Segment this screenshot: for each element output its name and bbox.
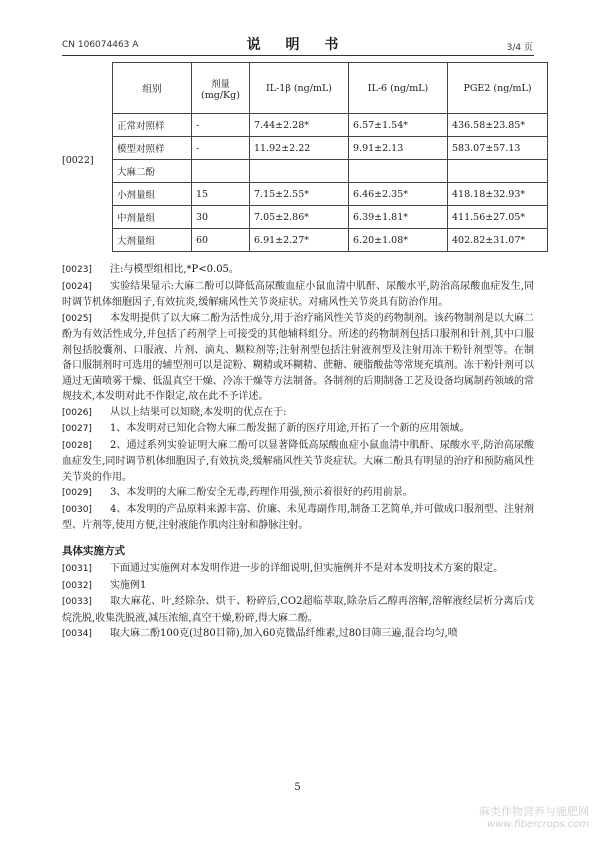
publication-number: CN 106074463 A [62,40,139,50]
paragraph-text: 实验结果显示:大麻二酚可以降低高尿酸血症小鼠血清中肌酐、尿酸水平,防治高尿酸血症发生,同时调节机体细胞因子,有效抗炎,缓解痛风性关节炎症状。对痛风性关节炎具有防治作用。 [62,280,534,308]
paragraph-text: 4、本发明的产品原料来源丰富、价廉、未见毒副作用,制备工艺简单,并可做成口服剂型、注射剂型、片剂等,使用方便,注射液能作肌肉注射和静脉注射。 [62,503,534,531]
paragraph [62,421,534,438]
paragraph-text: 取大麻二酚100克(过80目筛),加入60克微晶纤维素,过80目筛三遍,混合均匀,喷 [110,628,458,639]
table-cell: 7.05±2.86* [250,206,349,229]
paragraph [62,502,534,534]
paragraph-number: [0030] [62,504,92,515]
page-number: 5 [294,782,301,793]
table-cell: - [192,137,250,160]
paragraph-text: 下面通过实施例对本发明作进一步的详细说明,但实施例并不是对本发明技术方案的限定。 [110,563,504,574]
table-cell: 6.91±2.27* [250,229,349,252]
paragraph [62,311,534,405]
table-cell: 中剂量组 [113,206,192,229]
paragraph [62,438,534,486]
table-cell: 大剂量组 [113,229,192,252]
table-cell: 模型对照样 [113,137,192,160]
table-row [113,206,548,229]
paragraph-text: 本发明提供了以大麻二酚为活性成分,用于治疗痛风性关节炎的药物制剂。该药物制剂是以大麻二酚为有效活性成分,并包括了药剂学上可接受的其他辅料组分。所述的药物制剂包括口服剂和针剂,其中口服剂包括胶囊剂、口服液、片剂、滴丸、颗粒剂等;注射剂型包括注射液剂型及注射用冻干粉针剂型等。在制备口服制剂时可选用的辅型剂可以是淀粉、糊精或环糊精、蔗糖、硬脂酸盐等常规充填剂。冻干粉针剂可以通过无菌喷雾干燥、低温真空干燥、冷冻干燥等方法制备。各制剂的后期制备工艺及设备均属制药领域的常规技术,本发明对此不作限定,故在此不予详述。 [62,312,534,402]
table-cell: 60 [192,229,250,252]
paragraph-text: 2、通过系列实验证明大麻二酚可以显著降低高尿酸血症小鼠血清中肌酐、尿酸水平,防治高尿酸血症发生,同时调节机体细胞因子,有效抗炎,缓解痛风性关节炎症状。大麻二酚具有明显的治疗和预防痛风性关节炎的作用。 [62,439,534,483]
col-header-il6: IL-6 (ng/mL) [349,63,448,114]
paragraph-text: 取大麻花、叶,经除杂、烘干、粉碎后,CO2超临萃取,除杂后乙醇再溶解,溶解液经层析分离后戊烷洗脱,收集洗脱液,减压浓缩,真空干燥,粉碎,得大麻二酚。 [62,596,534,624]
table-row [113,183,548,206]
table-cell: 7.44±2.28* [250,114,349,137]
table-cell: - [192,114,250,137]
paragraph-number: [0033] [62,597,92,607]
table-cell: 6.46±2.35* [349,183,448,206]
page-of-total: 3/4 页 [506,43,533,53]
document-title: 说 明 书 [246,37,349,53]
table-cell [192,160,250,183]
paragraph-number: [0032] [62,580,92,591]
paragraph [62,485,534,502]
paragraph [62,279,534,311]
section-heading: 具体实施方式 [62,544,125,557]
table-row [113,114,548,137]
table-cell: 436.58±23.85* [448,114,548,137]
table-cell: 7.15±2.55* [250,183,349,206]
table-cell [349,160,448,183]
table-cell: 大麻二酚 [113,160,192,183]
paragraph-text: 注:与模型组相比,*P<0.05。 [110,264,239,275]
table-cell: 402.82±31.07* [448,229,548,252]
table-cell: 583.07±57.13 [448,137,548,160]
paragraph [62,578,534,595]
paragraph-number: [0031] [62,564,92,574]
page-header [0,0,595,58]
paragraph-text: 从以上结果可以知晓,本发明的优点在于: [110,406,287,418]
table-cell [250,160,349,183]
paragraph-number: [0028] [62,440,92,451]
paragraph-text: 1、本发明对已知化合物大麻二酚发掘了新的医疗用途,开拓了一个新的应用领域。 [110,423,470,434]
watermark-url: www.fibercrops.com [487,819,589,830]
results-table-wrap [112,62,532,252]
table-cell: 9.91±2.13 [349,137,448,160]
results-table [112,62,548,252]
paragraph-number: [0024] [62,281,92,292]
paragraph [62,594,534,626]
col-header-dose: 剂量 (mg/Kg) [192,63,250,114]
table-cell: 6.20±1.08* [349,229,448,252]
watermark-site-name: 麻类作物营养与施肥网 [479,805,589,818]
table-cell: 30 [192,206,250,229]
paragraph-number: [0027] [62,424,92,434]
table-row [113,160,548,183]
paragraph-number: [0025] [62,313,92,324]
table-cell: 411.56±27.05* [448,206,548,229]
paragraph-number: [0026] [62,407,92,418]
table-row [113,137,548,160]
header-rule [62,55,534,56]
col-header-group: 组别 [113,63,192,114]
paragraph-number: [0023] [62,265,92,275]
paragraph [62,405,534,422]
paragraph-text: 实施例1 [110,579,147,591]
watermark [479,803,589,830]
table-cell: 正常对照样 [113,114,192,137]
paragraph-number: [0022] [62,155,94,166]
col-header-pge2: PGE2 (ng/mL) [448,63,548,114]
table-cell: 11.92±2.22 [250,137,349,160]
paragraph [62,626,534,643]
paragraph [62,561,534,578]
body-text [62,262,534,643]
paragraph-number: [0029] [62,488,92,498]
col-header-il1b: IL-1β (ng/mL) [250,63,349,114]
table-cell: 15 [192,183,250,206]
table-header-row [113,63,548,114]
paragraph-text: 3、本发明的大麻二酚安全无毒,药理作用强,预示着很好的药用前景。 [110,487,413,498]
table-cell [448,160,548,183]
table-cell: 6.39±1.81* [349,206,448,229]
table-row [113,229,548,252]
paragraph-number: [0034] [62,629,92,639]
table-cell: 6.57±1.54* [349,114,448,137]
table-cell: 小剂量组 [113,183,192,206]
paragraph [62,262,534,279]
table-cell: 418.18±32.93* [448,183,548,206]
